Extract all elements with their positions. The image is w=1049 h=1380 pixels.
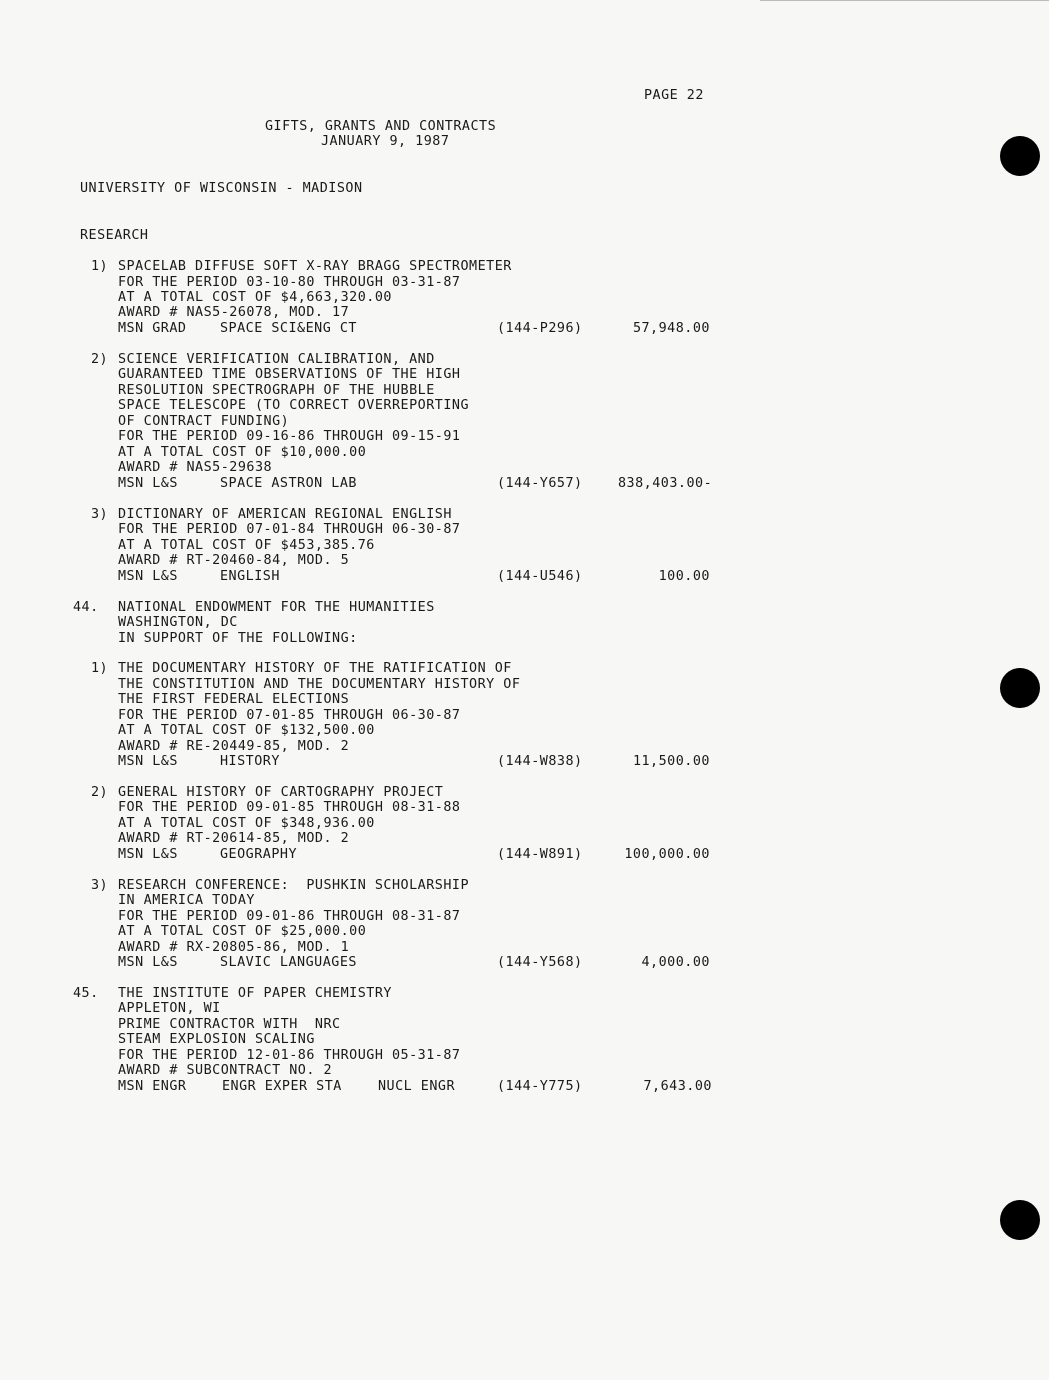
item-line: RESOLUTION SPECTROGRAPH OF THE HUBBLE xyxy=(118,383,435,398)
sponsor-line: FOR THE PERIOD 12-01-86 THROUGH 05-31-87 xyxy=(118,1048,461,1063)
sponsor-line: APPLETON, WI xyxy=(118,1001,221,1016)
item-line: SPACE TELESCOPE (TO CORRECT OVERREPORTING xyxy=(118,398,470,413)
item-line: SCIENCE VERIFICATION CALIBRATION, AND xyxy=(118,352,435,367)
item-msn: MSN L&S xyxy=(118,476,178,491)
item-msn: MSN L&S xyxy=(118,754,178,769)
item-amount: 100.00 xyxy=(658,569,710,584)
item-line: AWARD # NAS5-26078, MOD. 17 xyxy=(118,305,350,320)
item-amount: 11,500.00 xyxy=(632,754,710,769)
item-code: (144-W891) xyxy=(497,847,583,862)
item-amount: 57,948.00 xyxy=(632,321,710,336)
item-number: 3) xyxy=(91,507,109,522)
item-line: GUARANTEED TIME OBSERVATIONS OF THE HIGH xyxy=(118,367,461,382)
institution-name: UNIVERSITY OF WISCONSIN - MADISON xyxy=(80,181,363,196)
item-dept: ENGR EXPER STA xyxy=(222,1079,342,1094)
page-edge-shadow xyxy=(760,0,1049,1)
sponsor-line: THE INSTITUTE OF PAPER CHEMISTRY xyxy=(118,986,392,1001)
item-msn: MSN ENGR xyxy=(118,1079,187,1094)
item-code: (144-Y775) xyxy=(497,1079,583,1094)
item-dept: SPACE SCI&ENG CT xyxy=(220,321,357,336)
item-line: GENERAL HISTORY OF CARTOGRAPHY PROJECT xyxy=(118,785,444,800)
item-line: AWARD # RT-20460-84, MOD. 5 xyxy=(118,553,350,568)
item-line: THE FIRST FEDERAL ELECTIONS xyxy=(118,692,350,707)
item-amount: 7,643.00 xyxy=(643,1079,712,1094)
item-line: FOR THE PERIOD 09-01-85 THROUGH 08-31-88 xyxy=(118,800,461,815)
item-line: FOR THE PERIOD 03-10-80 THROUGH 03-31-87 xyxy=(118,275,461,290)
item-msn: MSN L&S xyxy=(118,847,178,862)
item-msn: MSN L&S xyxy=(118,569,178,584)
sponsor-line: STEAM EXPLOSION SCALING xyxy=(118,1032,315,1047)
sponsor-number: 45. xyxy=(73,986,99,1001)
item-number: 2) xyxy=(91,785,109,800)
punch-hole-middle xyxy=(1000,668,1040,708)
item-dept: SPACE ASTRON LAB xyxy=(220,476,357,491)
item-line: AT A TOTAL COST OF $10,000.00 xyxy=(118,445,367,460)
section-heading: RESEARCH xyxy=(80,228,149,243)
item-line: IN AMERICA TODAY xyxy=(118,893,255,908)
sponsor-line: WASHINGTON, DC xyxy=(118,615,238,630)
item-line: AT A TOTAL COST OF $132,500.00 xyxy=(118,723,375,738)
item-line: RESEARCH CONFERENCE: PUSHKIN SCHOLARSHIP xyxy=(118,878,470,893)
item-amount: 4,000.00 xyxy=(641,955,710,970)
item-code: (144-W838) xyxy=(497,754,583,769)
item-number: 3) xyxy=(91,878,109,893)
punch-hole-bottom xyxy=(1000,1200,1040,1240)
item-line: SPACELAB DIFFUSE SOFT X-RAY BRAGG SPECTROMETER xyxy=(118,259,512,274)
item-line: AWARD # NAS5-29638 xyxy=(118,460,273,475)
item-number: 1) xyxy=(91,661,109,676)
item-code: (144-P296) xyxy=(497,321,583,336)
item-amount: 100,000.00 xyxy=(624,847,710,862)
document-date: JANUARY 9, 1987 xyxy=(321,134,450,149)
item-msn: MSN GRAD xyxy=(118,321,187,336)
item-line: AT A TOTAL COST OF $348,936.00 xyxy=(118,816,375,831)
item-line: THE DOCUMENTARY HISTORY OF THE RATIFICATION OF xyxy=(118,661,512,676)
item-number: 1) xyxy=(91,259,109,274)
item-line: AWARD # RE-20449-85, MOD. 2 xyxy=(118,739,350,754)
item-code: (144-Y657) xyxy=(497,476,583,491)
item-line: AT A TOTAL COST OF $25,000.00 xyxy=(118,924,367,939)
punch-hole-top xyxy=(1000,136,1040,176)
item-amount: 838,403.00- xyxy=(618,476,713,491)
item-line: FOR THE PERIOD 09-16-86 THROUGH 09-15-91 xyxy=(118,429,461,444)
document-title: GIFTS, GRANTS AND CONTRACTS xyxy=(265,119,497,134)
item-dept: SLAVIC LANGUAGES xyxy=(220,955,357,970)
item-msn: MSN L&S xyxy=(118,955,178,970)
sponsor-line: NATIONAL ENDOWMENT FOR THE HUMANITIES xyxy=(118,600,435,615)
item-line: FOR THE PERIOD 07-01-84 THROUGH 06-30-87 xyxy=(118,522,461,537)
item-line: AT A TOTAL COST OF $453,385.76 xyxy=(118,538,375,553)
item-line: FOR THE PERIOD 09-01-86 THROUGH 08-31-87 xyxy=(118,909,461,924)
item-line: DICTIONARY OF AMERICAN REGIONAL ENGLISH xyxy=(118,507,452,522)
item-number: 2) xyxy=(91,352,109,367)
sponsor-line: IN SUPPORT OF THE FOLLOWING: xyxy=(118,631,358,646)
sponsor-line: PRIME CONTRACTOR WITH NRC xyxy=(118,1017,341,1032)
item-line: THE CONSTITUTION AND THE DOCUMENTARY HISTORY OF xyxy=(118,677,521,692)
item-line: OF CONTRACT FUNDING) xyxy=(118,414,290,429)
item-line: AWARD # RX-20805-86, MOD. 1 xyxy=(118,940,350,955)
item-dept: GEOGRAPHY xyxy=(220,847,298,862)
sponsor-line: AWARD # SUBCONTRACT NO. 2 xyxy=(118,1063,333,1078)
item-code: (144-Y568) xyxy=(497,955,583,970)
item-subdept: NUCL ENGR xyxy=(378,1079,456,1094)
item-dept: ENGLISH xyxy=(220,569,280,584)
page-number: PAGE 22 xyxy=(644,88,704,103)
item-line: AWARD # RT-20614-85, MOD. 2 xyxy=(118,831,350,846)
item-code: (144-U546) xyxy=(497,569,583,584)
item-line: AT A TOTAL COST OF $4,663,320.00 xyxy=(118,290,392,305)
sponsor-number: 44. xyxy=(73,600,99,615)
item-line: FOR THE PERIOD 07-01-85 THROUGH 06-30-87 xyxy=(118,708,461,723)
item-dept: HISTORY xyxy=(220,754,280,769)
